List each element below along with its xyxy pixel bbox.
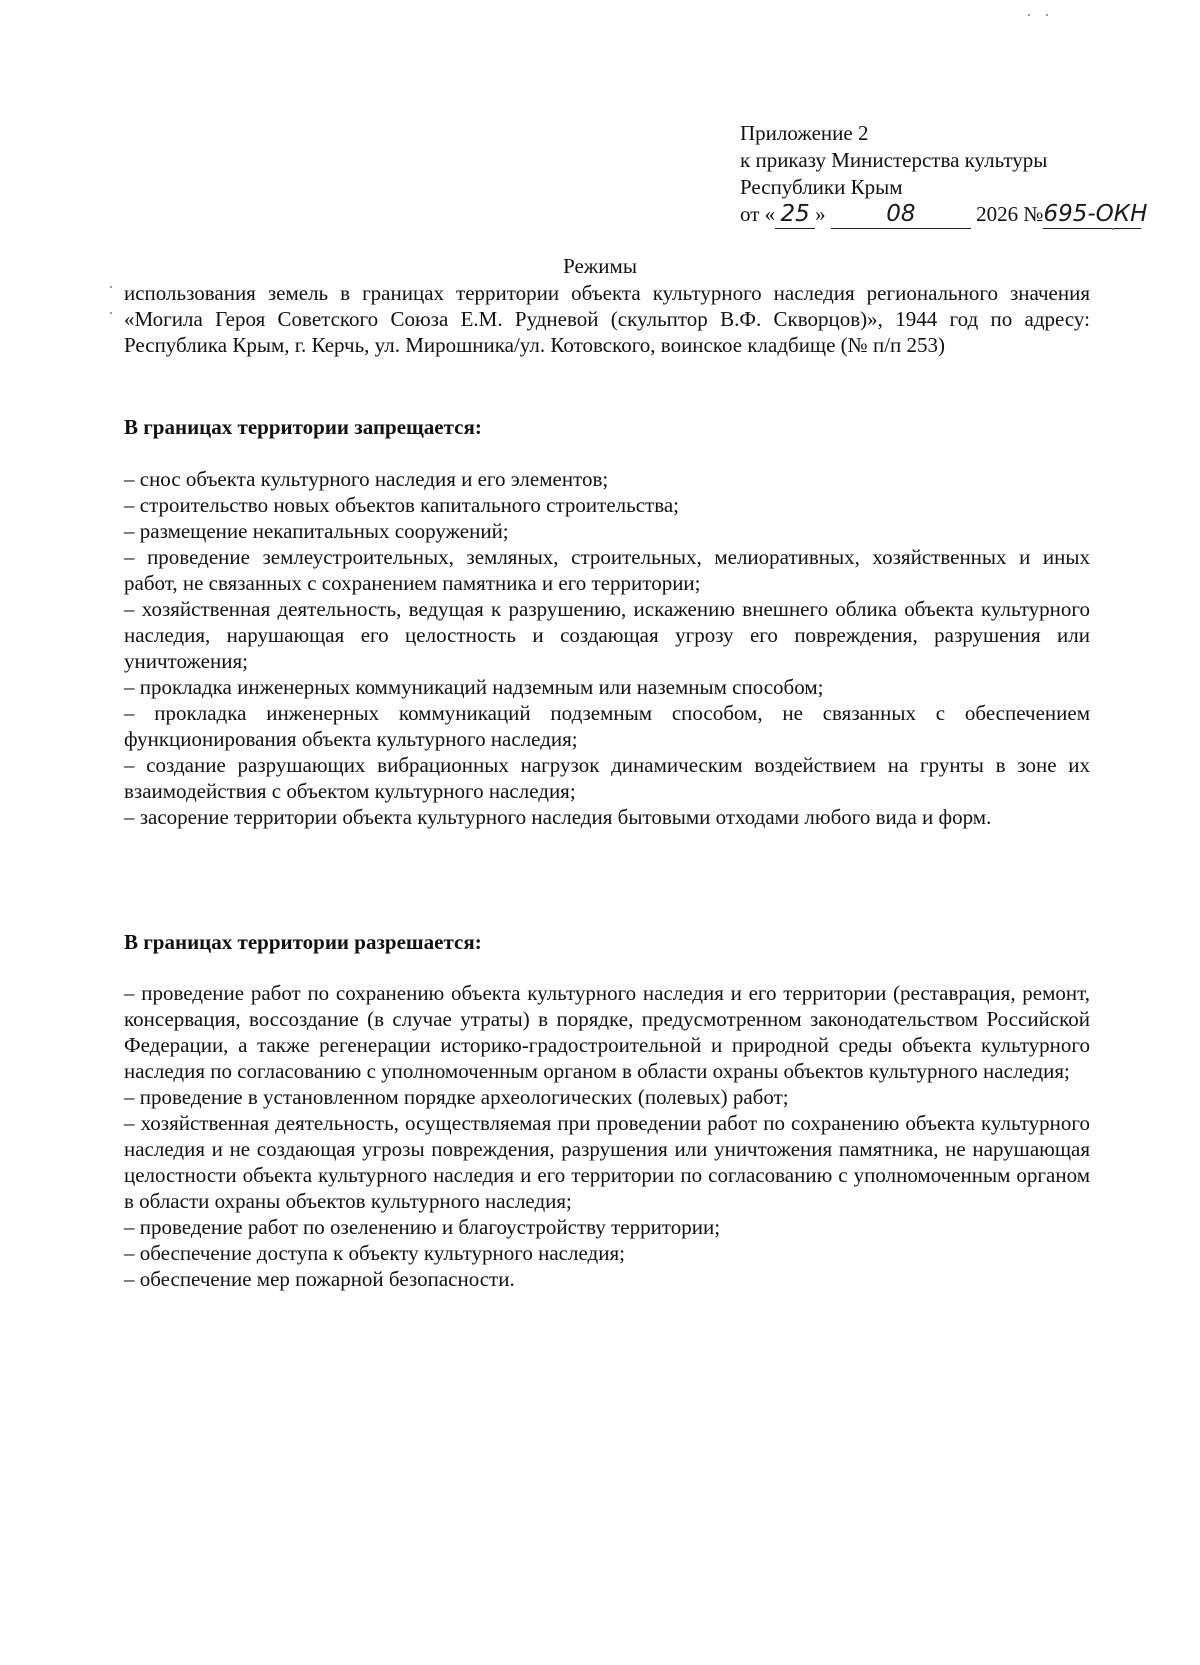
list-item: – прокладка инженерных коммуникаций подземным способом, не связанных с обеспечением функционирования объекта культурного наследия; [124, 701, 1090, 751]
date-prefix: от « [740, 202, 776, 226]
list-item: – обеспечение доступа к объекту культурного наследия; [124, 1241, 625, 1265]
list-item: – проведение работ по сохранению объекта культурного наследия и его территории (реставрация, ремонт, консервация, воссоздание (в случае утраты) в порядке, предусмотренном законодательством Российской Федерации, а также регенерации историко-градостроительной и природной среды объекта культурного наследия по согласованию с уполномоченным органом в области охраны объектов культурного наследия; [124, 981, 1090, 1083]
list-item: – прокладка инженерных коммуникаций надземным или наземным способом; [124, 675, 824, 699]
scan-speck [110, 286, 112, 288]
scan-speck [1046, 14, 1048, 16]
allowed-heading: В границах территории разрешается: [124, 930, 482, 954]
scan-speck [1112, 228, 1114, 230]
handwritten-month: 08 [886, 201, 916, 227]
allowed-list [124, 980, 1090, 1292]
order-date-line [740, 201, 1160, 229]
scan-speck [110, 312, 112, 314]
document-subject: использования земель в границах территории объекта культурного наследия регионального значения «Могила Героя Советского Союза Е.М. Рудневой (скульптор В.Ф. Скворцов)», 1944 год по адресу: Республика Крым, г. Керчь, ул. Мирошника/ул. Котовского, воинское кладбище (№ п/п 253) [124, 281, 1090, 357]
date-close-quote: » [815, 202, 826, 226]
list-item: – засорение территории объекта культурного наследия бытовыми отходами любого вида и форм. [124, 805, 992, 829]
list-item: – хозяйственная деятельность, осуществляемая при проведении работ по сохранению объекта культурного наследия и не создающая угрозы повреждения, разрушения или уничтожения памятника, не нарушающая целостности объекта культурного наследия и его территории по согласованию с уполномоченным органом в области охраны объектов культурного наследия; [124, 1111, 1090, 1213]
order-reference: к приказу Министерства культуры [740, 148, 1048, 172]
appendix-header [740, 120, 1160, 229]
list-item: – проведение в установленном порядке археологических (полевых) работ; [124, 1085, 789, 1109]
list-item: – создание разрушающих вибрационных нагрузок динамическим воздействием на грунты в зоне их взаимодействия с объектом культурного наследия; [124, 753, 1090, 803]
handwritten-order-number: 695-ОКН [1043, 201, 1148, 227]
forbidden-list [124, 466, 1090, 830]
order-year: 2026 [976, 202, 1019, 226]
handwritten-day: 25 [780, 201, 810, 227]
list-item: – проведение землеустроительных, земляных, строительных, мелиоративных, хозяйственных и иных работ, не связанных с сохранением памятника и его территории; [124, 545, 1090, 595]
list-item: – строительство новых объектов капитального строительства; [124, 493, 679, 517]
list-item: – обеспечение мер пожарной безопасности. [124, 1267, 515, 1291]
list-item: – проведение работ по озеленению и благоустройству территории; [124, 1215, 721, 1239]
list-item: – размещение некапитальных сооружений; [124, 519, 509, 543]
forbidden-heading: В границах территории запрещается: [124, 415, 482, 439]
republic-label: Республики Крым [740, 175, 903, 199]
document-title: Режимы [563, 254, 637, 278]
appendix-label: Приложение 2 [740, 121, 869, 145]
list-item: – снос объекта культурного наследия и его элементов; [124, 467, 609, 491]
list-item: – хозяйственная деятельность, ведущая к разрушению, искажению внешнего облика объекта культурного наследия, нарушающая его целостность и создающая угрозу его повреждения, разрушения или уничтожения; [124, 597, 1090, 673]
scan-speck [1028, 14, 1030, 16]
number-sign: № [1023, 202, 1044, 226]
